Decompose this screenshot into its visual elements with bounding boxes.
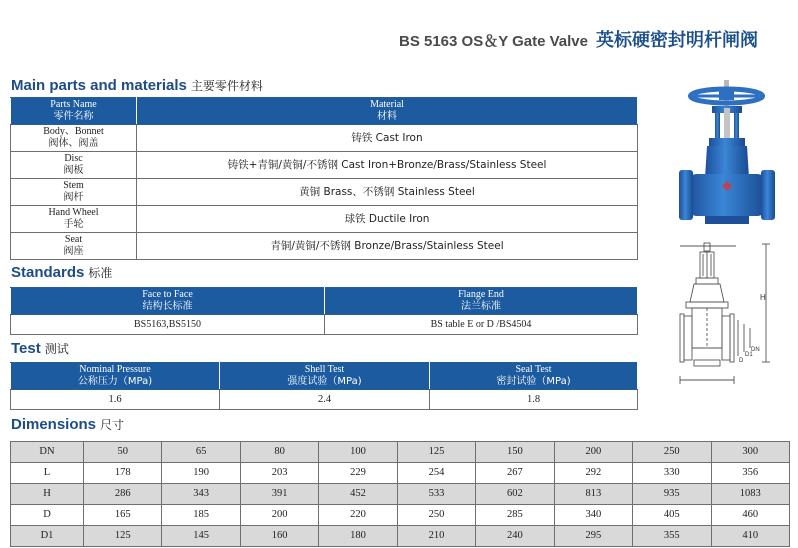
nominal-pressure-header-en: Nominal Pressure [79, 364, 151, 375]
dimension-value: 292 [554, 463, 632, 484]
parts-title-en: Main parts and materials [11, 77, 187, 94]
face-to-face-header-en: Face to Face [142, 289, 193, 300]
standards-header-row [11, 288, 638, 315]
dimension-value: 533 [397, 484, 475, 505]
parts-row [11, 125, 638, 152]
dimension-value: 250 [397, 505, 475, 526]
dimension-value: 200 [240, 505, 318, 526]
test-title-en: Test [11, 340, 41, 357]
seal-test-header-en: Seal Test [515, 364, 552, 375]
seal-test-header [430, 363, 638, 390]
valve-technical-drawing [672, 240, 790, 395]
dimension-value: 145 [162, 526, 240, 547]
dimension-label: D [11, 505, 84, 526]
parts-title-cn: 主要零件材料 [190, 79, 263, 93]
dimension-value: 229 [319, 463, 397, 484]
drawing-label-dn: DN [751, 347, 760, 353]
parts-section-title [11, 77, 263, 94]
dimension-value: 602 [476, 484, 554, 505]
dimension-value: 190 [162, 463, 240, 484]
dimension-label: D1 [11, 526, 84, 547]
dimension-value: 178 [84, 463, 162, 484]
dimension-value: 203 [240, 463, 318, 484]
parts-header-row [11, 98, 638, 125]
nominal-pressure-value: 1.6 [11, 390, 220, 410]
part-name-cn: 阀杆 [63, 192, 84, 203]
part-name-cn: 手轮 [63, 219, 84, 230]
dimension-value: 355 [633, 526, 711, 547]
face-to-face-value: BS5163,BS5150 [11, 315, 325, 335]
dimension-value: 125 [84, 526, 162, 547]
dimension-value: 240 [476, 526, 554, 547]
test-table [10, 362, 638, 410]
gate-valve-photo [667, 78, 787, 238]
shell-test-header [220, 363, 430, 390]
dimension-value: 340 [554, 505, 632, 526]
part-name-cn: 阀座 [63, 246, 84, 257]
dimension-value: 210 [397, 526, 475, 547]
nominal-pressure-header-cn: 公称压力（MPa) [77, 376, 153, 387]
parts-row [11, 152, 638, 179]
dimension-value: 295 [554, 526, 632, 547]
page-header [399, 26, 758, 52]
standards-title-cn: 标准 [88, 266, 113, 280]
dimension-value: 391 [240, 484, 318, 505]
dimensions-table [10, 441, 790, 547]
dimension-value: 1083 [711, 484, 790, 505]
dimension-value: 220 [319, 505, 397, 526]
dimension-value: 160 [240, 526, 318, 547]
dimension-value: 267 [476, 463, 554, 484]
part-name-cell [11, 125, 137, 152]
dimension-value: 250 [633, 442, 711, 463]
part-name-cell [11, 233, 137, 260]
dimensions-row [11, 442, 790, 463]
dimension-value: 165 [84, 505, 162, 526]
standards-section-title [11, 264, 112, 281]
dimension-value: 410 [711, 526, 790, 547]
part-name-cn: 阀板 [63, 165, 84, 176]
dimension-value: 286 [84, 484, 162, 505]
dimension-value: 65 [162, 442, 240, 463]
dimensions-title-en: Dimensions [11, 416, 97, 433]
dimensions-section-title [11, 416, 124, 433]
part-name-en: Body、Bonnet [43, 126, 104, 137]
material-col-header-cn: 材料 [377, 111, 397, 122]
dimension-value: 300 [711, 442, 790, 463]
drawing-label-d1: D1 [745, 352, 753, 358]
parts-col-header-cn: 零件名称 [53, 111, 94, 122]
test-value-row [11, 390, 638, 410]
dimension-label: H [11, 484, 84, 505]
flange-end-header-en: Flange End [458, 289, 504, 300]
parts-row [11, 206, 638, 233]
material-cell: 黄铜 Brass、不锈钢 Stainless Steel [137, 179, 638, 206]
test-title-cn: 测试 [44, 342, 69, 356]
part-name-cell [11, 179, 137, 206]
dimension-value: 50 [84, 442, 162, 463]
seal-test-value: 1.8 [430, 390, 638, 410]
part-name-en: Hand Wheel [48, 207, 99, 218]
header-title-en: BS 5163 OS＆Y Gate Valve [398, 33, 588, 50]
dimension-value: 80 [240, 442, 318, 463]
standards-value-row [11, 315, 638, 335]
dimension-value: 150 [476, 442, 554, 463]
parts-col-header-en: Parts Name [50, 99, 97, 110]
dimensions-title-cn: 尺寸 [100, 418, 125, 432]
dimension-label: DN [11, 442, 84, 463]
material-col-header [137, 98, 638, 125]
dimensions-row [11, 526, 790, 547]
parts-row [11, 233, 638, 260]
part-name-en: Seat [64, 234, 83, 245]
part-name-en: Disc [64, 153, 83, 164]
parts-row [11, 179, 638, 206]
shell-test-header-en: Shell Test [304, 364, 345, 375]
dimension-value: 254 [397, 463, 475, 484]
dimension-value: 185 [162, 505, 240, 526]
standards-table [10, 287, 638, 335]
face-to-face-header-cn: 结构长标准 [142, 301, 193, 312]
material-cell: 铸铁+青铜/黄铜/不锈钢 Cast Iron+Bronze/Brass/Stainless Steel [137, 152, 638, 179]
test-header-row [11, 363, 638, 390]
flange-end-header-cn: 法兰标准 [461, 301, 501, 312]
flange-end-value: BS table E or D /BS4504 [325, 315, 638, 335]
dimension-value: 405 [633, 505, 711, 526]
dimensions-row [11, 463, 790, 484]
nominal-pressure-header [11, 363, 220, 390]
dimension-value: 356 [711, 463, 790, 484]
dimension-value: 452 [319, 484, 397, 505]
part-name-cell [11, 206, 137, 233]
material-cell: 青铜/黄铜/不锈钢 Bronze/Brass/Stainless Steel [137, 233, 638, 260]
drawing-label-d: D [739, 358, 744, 364]
material-cell: 球铁 Ductile Iron [137, 206, 638, 233]
shell-test-value: 2.4 [220, 390, 430, 410]
dimensions-row [11, 484, 790, 505]
dimension-value: 460 [711, 505, 790, 526]
dimension-value: 125 [397, 442, 475, 463]
dimension-value: 343 [162, 484, 240, 505]
dimensions-row [11, 505, 790, 526]
material-cell: 铸铁 Cast Iron [137, 125, 638, 152]
standards-title-en: Standards [11, 264, 85, 281]
shell-test-header-cn: 强度试验（MPa) [287, 376, 362, 387]
seal-test-header-cn: 密封试验（MPa) [496, 376, 571, 387]
dimension-value: 180 [319, 526, 397, 547]
face-to-face-header [11, 288, 325, 315]
part-name-en: Stem [63, 180, 84, 191]
drawing-label-h: H [760, 293, 766, 302]
dimension-value: 935 [633, 484, 711, 505]
dimension-value: 100 [319, 442, 397, 463]
dimension-value: 330 [633, 463, 711, 484]
dimension-value: 200 [554, 442, 632, 463]
dimension-value: 285 [476, 505, 554, 526]
flange-end-header [325, 288, 638, 315]
material-col-header-en: Material [370, 99, 404, 110]
dimension-value: 813 [554, 484, 632, 505]
test-section-title [11, 340, 69, 357]
parts-table [10, 97, 638, 260]
part-name-cell [11, 152, 137, 179]
header-title-cn: 英标硬密封明杆闸阀 [596, 30, 758, 51]
parts-col-header [11, 98, 137, 125]
dimension-label: L [11, 463, 84, 484]
part-name-cn: 阀体、阀盖 [48, 138, 99, 149]
